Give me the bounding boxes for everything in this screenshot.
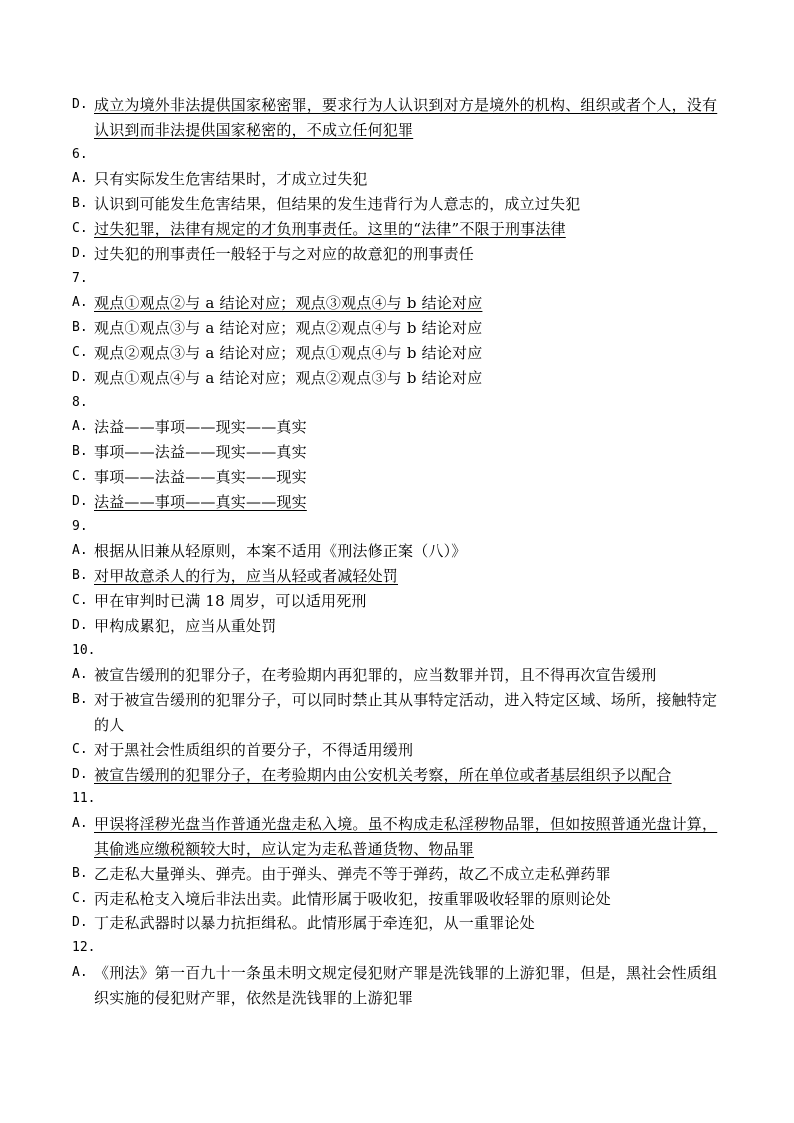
option-letter: D. <box>72 97 88 112</box>
option-text: 法益——事项——现实——真实 <box>94 418 307 437</box>
option-text: 认识到可能发生危害结果，但结果的发生违背行为人意志的，成立过失犯 <box>94 195 581 214</box>
option-text: 甲在审判时已满 18 周岁，可以适用死刑 <box>94 591 367 610</box>
option-text: 《刑法》第一百九十一条虽未明文规定侵犯财产罪是洗钱罪的上游犯罪，但是，黑社会性质组织实施的侵犯财产罪，依然是洗钱罪的上游犯罪 <box>94 963 718 1007</box>
question-number: 8. <box>72 394 88 410</box>
option-text: 对于被宣告缓刑的犯罪分子，可以同时禁止其从事特定活动，进入特定区域、场所，接触特定的人 <box>94 691 718 734</box>
question-number: 12. <box>72 940 96 956</box>
option-letter: B. <box>72 568 88 584</box>
option-row <box>72 738 732 763</box>
question-number: 7. <box>72 270 88 286</box>
option-row <box>72 440 732 465</box>
option-letter: C. <box>72 592 88 608</box>
option-row <box>72 812 732 862</box>
option-row <box>72 242 732 267</box>
option-row <box>72 589 732 614</box>
option-text-underlined: 法益——事项——真实——现实 <box>94 492 307 511</box>
option-row <box>72 663 732 688</box>
option-letter: B. <box>72 196 88 212</box>
option-row <box>72 192 732 217</box>
option-text-underlined: 被宣告缓刑的犯罪分子，在考验期内由公安机关考察，所在单位或者基层组织予以配合 <box>94 765 672 784</box>
option-letter: A. <box>72 667 88 683</box>
option-letter: B. <box>72 865 88 881</box>
option-text: 对于黑社会性质组织的首要分子，不得适用缓刑 <box>94 740 414 759</box>
option-letter: B. <box>72 692 88 708</box>
option-text: 乙走私大量弹头、弹壳。由于弹头、弹壳不等于弹药，故乙不成立走私弹药罪 <box>94 864 611 883</box>
question-number: 6. <box>72 146 88 162</box>
option-row <box>72 217 732 242</box>
option-letter: B. <box>72 444 88 460</box>
option-text: 事项——法益——现实——真实 <box>94 443 307 462</box>
option-row <box>72 291 732 316</box>
option-text-underlined: 过失犯罪，法律有规定的才负刑事责任。这里的“法律”不限于刑事法律 <box>94 219 566 238</box>
option-row <box>72 93 732 143</box>
option-row <box>72 961 732 1011</box>
option-text-underlined: 成立为境外非法提供国家秘密罪，要求行为人认识到对方是境外的机构、组织或者个人，没有认识到而非法提供国家秘密的，不成立任何犯罪 <box>94 96 718 139</box>
option-text-underlined: 甲误将淫秽光盘当作普通光盘走私入境。虽不构成走私淫秽物品罪，但如按照普通光盘计算，其偷逃应缴税额较大时，应认定为走私普通货物、物品罪 <box>94 815 718 858</box>
option-text: 观点①观点③与 a 结论对应；观点②观点④与 b 结论对应 <box>94 319 483 338</box>
question-number: 9. <box>72 518 88 534</box>
option-row <box>72 415 732 440</box>
option-letter: A. <box>72 964 88 980</box>
option-row <box>72 564 732 589</box>
option-letter: D. <box>72 766 88 782</box>
option-row <box>72 688 732 738</box>
option-letter: A. <box>72 295 88 311</box>
option-letter: A. <box>72 171 88 187</box>
option-text: 根据从旧兼从轻原则，本案不适用《刑法修正案（八）》 <box>94 542 467 561</box>
option-letter: A. <box>72 816 88 832</box>
option-row <box>72 167 732 192</box>
option-text: 被宣告缓刑的犯罪分子，在考验期内再犯罪的，应当数罪并罚，且不得再次宣告缓刑 <box>94 666 657 685</box>
option-row <box>72 862 732 887</box>
option-text: 观点②观点③与 a 结论对应；观点①观点④与 b 结论对应 <box>94 343 483 362</box>
option-letter: A. <box>72 419 88 435</box>
option-text: 过失犯的刑事责任一般轻于与之对应的故意犯的刑事责任 <box>94 244 475 263</box>
question-number: 10. <box>72 642 96 658</box>
option-row <box>72 465 732 490</box>
option-letter: D. <box>72 493 88 509</box>
option-row <box>72 316 732 341</box>
option-letter: C. <box>72 344 88 360</box>
option-text-underlined: 对甲故意杀人的行为，应当从轻或者减轻处罚 <box>94 567 399 586</box>
question-number: 11. <box>72 791 96 807</box>
option-letter: D. <box>72 369 88 385</box>
option-letter: C. <box>72 468 88 484</box>
option-text: 只有实际发生危害结果时，才成立过失犯 <box>94 170 368 189</box>
option-row <box>72 539 732 564</box>
option-row <box>72 911 732 936</box>
option-row <box>72 490 732 515</box>
option-text: 事项——法益——真实——现实 <box>94 467 307 486</box>
option-text: 观点①观点④与 a 结论对应；观点②观点③与 b 结论对应 <box>94 368 483 387</box>
option-row <box>72 763 732 788</box>
option-row <box>72 614 732 639</box>
question-list <box>72 93 732 1010</box>
option-row <box>72 341 732 366</box>
option-text: 甲构成累犯，应当从重处罚 <box>94 616 277 635</box>
option-text-underlined: 观点①观点②与 a 结论对应；观点③观点④与 b 结论对应 <box>94 294 483 313</box>
option-row <box>72 366 732 391</box>
option-letter: A. <box>72 543 88 559</box>
option-letter: B. <box>72 320 88 336</box>
option-row <box>72 887 732 912</box>
option-letter: D. <box>72 915 88 931</box>
option-letter: D. <box>72 617 88 633</box>
option-letter: C. <box>72 890 88 906</box>
option-text: 丙走私枪支入境后非法出卖。此情形属于吸收犯，按重罪吸收轻罪的原则论处 <box>94 889 611 908</box>
option-letter: C. <box>72 741 88 757</box>
option-letter: D. <box>72 245 88 261</box>
option-text: 丁走私武器时以暴力抗拒缉私。此情形属于牵连犯，从一重罪论处 <box>94 914 535 933</box>
option-letter: C. <box>72 220 88 236</box>
